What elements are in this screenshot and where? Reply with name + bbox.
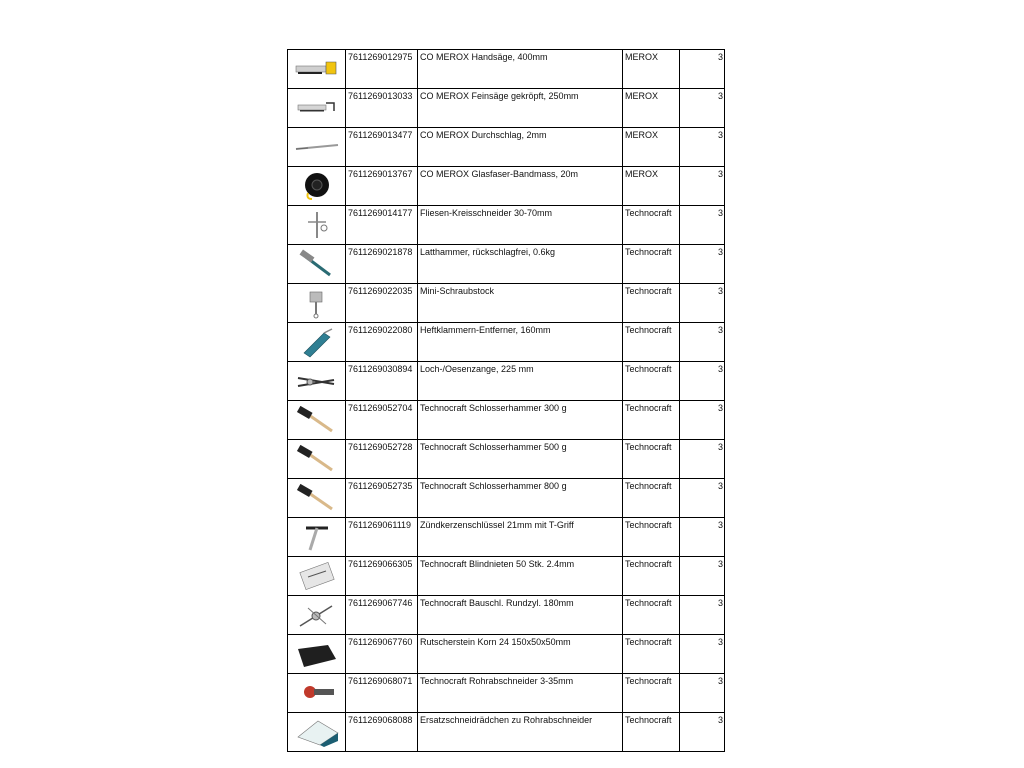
product-image-cell — [288, 284, 346, 323]
ean-cell: 7611269067760 — [346, 635, 418, 674]
ean-cell: 7611269013477 — [346, 128, 418, 167]
table-row — [288, 128, 725, 167]
brand-cell: Technocraft — [623, 713, 680, 752]
ean-cell: 7611269013767 — [346, 167, 418, 206]
description-cell: CO MEROX Handsäge, 400mm — [418, 50, 623, 89]
lath-hammer-icon — [290, 247, 344, 281]
product-image-cell — [288, 245, 346, 284]
table-row — [288, 284, 725, 323]
product-image-cell — [288, 206, 346, 245]
product-image-cell — [288, 635, 346, 674]
description-cell: Rutscherstein Korn 24 150x50x50mm — [418, 635, 623, 674]
quantity-cell: 3 — [680, 635, 725, 674]
description-cell: Zündkerzenschlüssel 21mm mit T-Griff — [418, 518, 623, 557]
table-row — [288, 167, 725, 206]
pipe-cutter-icon — [290, 676, 344, 710]
brand-cell: Technocraft — [623, 440, 680, 479]
product-image-cell — [288, 401, 346, 440]
description-cell: CO MEROX Feinsäge gekröpft, 250mm — [418, 89, 623, 128]
brand-cell: Technocraft — [623, 323, 680, 362]
description-cell: Heftklammern-Entferner, 160mm — [418, 323, 623, 362]
quantity-cell: 3 — [680, 518, 725, 557]
brand-cell: MEROX — [623, 89, 680, 128]
table-row — [288, 245, 725, 284]
description-cell: CO MEROX Durchschlag, 2mm — [418, 128, 623, 167]
product-image-cell — [288, 440, 346, 479]
brand-cell: Technocraft — [623, 284, 680, 323]
table-row — [288, 323, 725, 362]
ean-cell: 7611269052704 — [346, 401, 418, 440]
mini-vise-icon — [290, 286, 344, 320]
table-row — [288, 362, 725, 401]
product-image-cell — [288, 323, 346, 362]
brand-cell: Technocraft — [623, 401, 680, 440]
product-table — [287, 49, 725, 752]
brand-cell: Technocraft — [623, 674, 680, 713]
product-image-cell — [288, 89, 346, 128]
table-row — [288, 206, 725, 245]
cutting-wheel-icon — [290, 715, 344, 749]
description-cell: Fliesen-Kreisschneider 30-70mm — [418, 206, 623, 245]
quantity-cell: 3 — [680, 362, 725, 401]
brand-cell: Technocraft — [623, 362, 680, 401]
quantity-cell: 3 — [680, 479, 725, 518]
description-cell: CO MEROX Glasfaser-Bandmass, 20m — [418, 167, 623, 206]
rubbing-stone-icon — [290, 637, 344, 671]
description-cell: Ersatzschneidrädchen zu Rohrabschneider — [418, 713, 623, 752]
product-image-cell — [288, 557, 346, 596]
table-row — [288, 596, 725, 635]
staple-remover-icon — [290, 325, 344, 359]
blind-rivets-icon — [290, 559, 344, 593]
product-table-body — [288, 50, 725, 752]
brand-cell: Technocraft — [623, 596, 680, 635]
description-cell: Technocraft Schlosserhammer 800 g — [418, 479, 623, 518]
tape-measure-icon — [290, 169, 344, 203]
brand-cell: Technocraft — [623, 479, 680, 518]
brand-cell: MEROX — [623, 128, 680, 167]
machinist-hammer-icon — [290, 442, 344, 476]
hand-saw-icon — [290, 52, 344, 86]
brand-cell: Technocraft — [623, 557, 680, 596]
brand-cell: Technocraft — [623, 518, 680, 557]
table-row — [288, 713, 725, 752]
product-image-cell — [288, 167, 346, 206]
machinist-hammer-icon — [290, 403, 344, 437]
ean-cell: 7611269052735 — [346, 479, 418, 518]
ean-cell: 7611269052728 — [346, 440, 418, 479]
eyelet-pliers-icon — [290, 364, 344, 398]
brand-cell: Technocraft — [623, 635, 680, 674]
quantity-cell: 3 — [680, 440, 725, 479]
brand-cell: MEROX — [623, 167, 680, 206]
description-cell: Technocraft Schlosserhammer 500 g — [418, 440, 623, 479]
table-row — [288, 401, 725, 440]
table-row — [288, 440, 725, 479]
ean-cell: 7611269012975 — [346, 50, 418, 89]
brand-cell: Technocraft — [623, 206, 680, 245]
description-cell: Latthammer, rückschlagfrei, 0.6kg — [418, 245, 623, 284]
ean-cell: 7611269014177 — [346, 206, 418, 245]
quantity-cell: 3 — [680, 206, 725, 245]
product-sheet — [287, 49, 725, 752]
fine-saw-icon — [290, 91, 344, 125]
quantity-cell: 3 — [680, 284, 725, 323]
machinist-hammer-icon — [290, 481, 344, 515]
quantity-cell: 3 — [680, 50, 725, 89]
description-cell: Technocraft Rohrabschneider 3-35mm — [418, 674, 623, 713]
description-cell: Technocraft Blindnieten 50 Stk. 2.4mm — [418, 557, 623, 596]
quantity-cell: 3 — [680, 323, 725, 362]
ean-cell: 7611269066305 — [346, 557, 418, 596]
spark-plug-wrench-icon — [290, 520, 344, 554]
product-image-cell — [288, 50, 346, 89]
product-image-cell — [288, 362, 346, 401]
quantity-cell: 3 — [680, 674, 725, 713]
description-cell: Mini-Schraubstock — [418, 284, 623, 323]
quantity-cell: 3 — [680, 596, 725, 635]
ean-cell: 7611269061119 — [346, 518, 418, 557]
quantity-cell: 3 — [680, 89, 725, 128]
table-row — [288, 635, 725, 674]
description-cell: Loch-/Oesenzange, 225 mm — [418, 362, 623, 401]
table-row — [288, 518, 725, 557]
ean-cell: 7611269068071 — [346, 674, 418, 713]
quantity-cell: 3 — [680, 401, 725, 440]
product-image-cell — [288, 518, 346, 557]
quantity-cell: 3 — [680, 557, 725, 596]
product-image-cell — [288, 674, 346, 713]
pin-punch-icon — [290, 130, 344, 164]
quantity-cell: 3 — [680, 245, 725, 284]
product-image-cell — [288, 596, 346, 635]
product-image-cell — [288, 713, 346, 752]
quantity-cell: 3 — [680, 167, 725, 206]
description-cell: Technocraft Bauschl. Rundzyl. 180mm — [418, 596, 623, 635]
ean-cell: 7611269030894 — [346, 362, 418, 401]
ean-cell: 7611269021878 — [346, 245, 418, 284]
tile-circle-cutter-icon — [290, 208, 344, 242]
brand-cell: MEROX — [623, 50, 680, 89]
cylinder-lock-icon — [290, 598, 344, 632]
table-row — [288, 674, 725, 713]
description-cell: Technocraft Schlosserhammer 300 g — [418, 401, 623, 440]
table-row — [288, 557, 725, 596]
product-image-cell — [288, 128, 346, 167]
table-row — [288, 479, 725, 518]
table-row — [288, 50, 725, 89]
product-image-cell — [288, 479, 346, 518]
ean-cell: 7611269022080 — [346, 323, 418, 362]
table-row — [288, 89, 725, 128]
ean-cell: 7611269067746 — [346, 596, 418, 635]
ean-cell: 7611269013033 — [346, 89, 418, 128]
ean-cell: 7611269068088 — [346, 713, 418, 752]
brand-cell: Technocraft — [623, 245, 680, 284]
ean-cell: 7611269022035 — [346, 284, 418, 323]
quantity-cell: 3 — [680, 713, 725, 752]
quantity-cell: 3 — [680, 128, 725, 167]
